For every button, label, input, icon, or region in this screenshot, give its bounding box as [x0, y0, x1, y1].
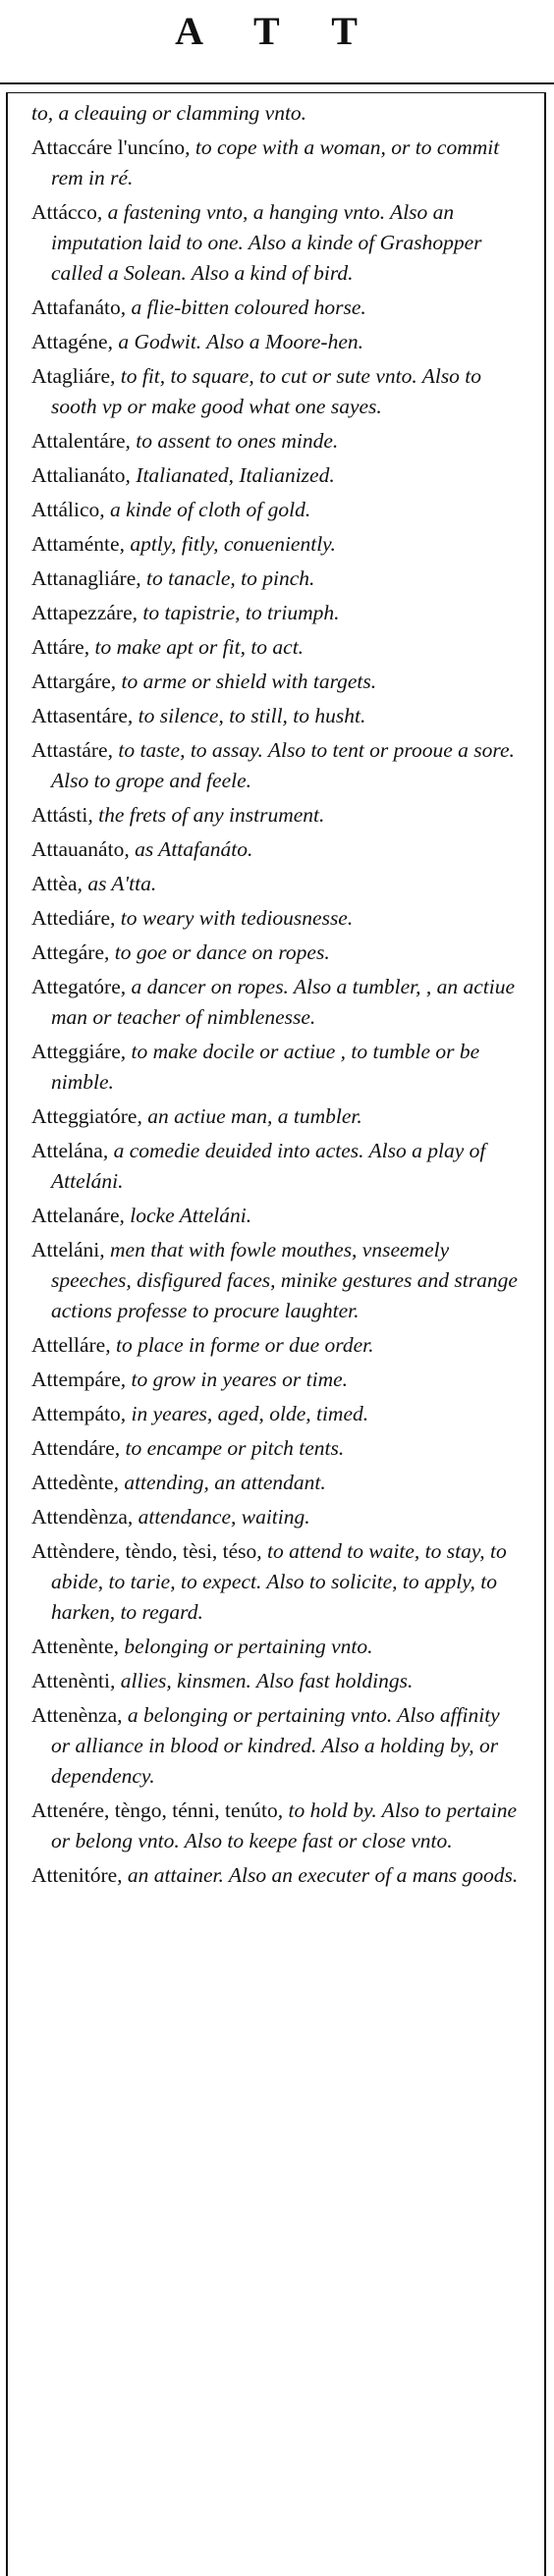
dictionary-entry — [31, 701, 523, 731]
dictionary-entry — [31, 598, 523, 628]
dictionary-entry — [31, 869, 523, 899]
entry-definition: , attending, an attendant. — [113, 1471, 326, 1494]
entry-headword: Attagéne — [31, 330, 108, 353]
entry-definition: , to tapistrie, to triumph. — [132, 601, 340, 624]
entry-definition: , to grow in yeares or time. — [120, 1368, 349, 1391]
entry-headword: Attelána — [31, 1139, 103, 1162]
entry-definition: , to make apt or fit, to act. — [83, 635, 305, 659]
entry-headword: Atteláni — [31, 1238, 100, 1261]
entry-headword: Attendáre — [31, 1436, 115, 1460]
dictionary-entry — [31, 1037, 523, 1098]
entry-headword: Attastáre — [31, 738, 108, 762]
entry-definition: , a belonging or pertaining vnto. Also affinity or alliance in blood or kindred. Also a holding by, or dependency. — [51, 1703, 500, 1788]
dictionary-entry — [31, 1860, 523, 1891]
entry-definition: , allies, kinsmen. Also fast holdings. — [110, 1669, 414, 1692]
entry-headword: Attálico — [31, 498, 100, 521]
dictionary-entry — [31, 834, 523, 865]
entry-definition: , to silence, to still, to husht. — [127, 704, 366, 727]
dictionary-entry — [31, 197, 523, 289]
entry-definition: , an actiue man, a tumbler. — [137, 1104, 362, 1128]
entry-headword: Attelláre — [31, 1333, 106, 1357]
running-header: A T T — [175, 9, 379, 53]
dictionary-entry — [31, 460, 523, 491]
entry-headword: Attaménte — [31, 532, 120, 556]
entry-headword: Attegatóre — [31, 975, 121, 998]
entry-headword: Attenènti — [31, 1669, 111, 1692]
entry-definition: , to weary with tediousnesse. — [110, 906, 354, 930]
entry-headword: Attalianáto — [31, 463, 126, 487]
entry-definition: , men that with fowle mouthes, vnseemely speeches, disfigured faces, minike gestures and strange actions professe to procure laughter. — [51, 1238, 518, 1322]
entry-definition: , to fit, to square, to cut or sute vnto. Also to sooth vp or make good what one sayes. — [51, 364, 482, 418]
dictionary-entry — [31, 1330, 523, 1361]
dictionary-entry — [31, 1502, 523, 1532]
entry-headword: Attenènte — [31, 1635, 114, 1658]
entry-headword: Atagliáre — [31, 364, 110, 388]
frame-top-rule — [6, 92, 546, 93]
entry-definition: , to make docile or actiue , to tumble or be nimble. — [51, 1040, 480, 1094]
entry-definition: , a flie-bitten coloured horse. — [120, 295, 366, 319]
dictionary-entry — [31, 735, 523, 796]
dictionary-entry — [31, 903, 523, 934]
dictionary-entry — [31, 564, 523, 594]
entry-definition: , to attend to waite, to stay, to abide, to tarie, to expect. Also to solicite, to apply, to harken, to regard. — [51, 1539, 507, 1624]
dictionary-entry — [31, 667, 523, 697]
entry-headword: Attafanáto — [31, 295, 121, 319]
dictionary-entry — [31, 327, 523, 357]
entry-headword: Attácco — [31, 200, 97, 224]
entry-definition: , a kinde of cloth of gold. — [99, 498, 311, 521]
dictionary-entry — [31, 1235, 523, 1326]
entry-definition: , to arme or shield with targets. — [110, 670, 377, 693]
entry-definition: , in yeares, aged, olde, timed. — [120, 1402, 369, 1425]
entry-headword: Attargáre — [31, 670, 111, 693]
dictionary-entry — [31, 1101, 523, 1132]
dictionary-entry — [31, 1433, 523, 1464]
dictionary-entry — [31, 426, 523, 456]
entry-definition: , a comedie deuided into actes. Also a play of Atteláni. — [51, 1139, 486, 1193]
dictionary-entry — [31, 1365, 523, 1395]
dictionary-entry — [31, 1796, 523, 1856]
entry-headword: Attèndere, tèndo, tèsi, téso — [31, 1539, 257, 1563]
entry-definition: , as A'tta. — [77, 872, 157, 895]
dictionary-entry — [31, 1399, 523, 1429]
dictionary-entry — [31, 361, 523, 422]
entry-headword: Attenènza — [31, 1703, 118, 1727]
entry-headword: Attauanáto — [31, 837, 125, 861]
entry-definition: , the frets of any instrument. — [87, 803, 325, 827]
entry-definition: , a fastening vnto, a hanging vnto. Also an imputation laid to one. Also a kinde of Grashopper called a Solean. Also a kind of bird. — [51, 200, 482, 285]
entry-headword: Attèa — [31, 872, 78, 895]
entry-definition: , to tanacle, to pinch. — [136, 566, 315, 590]
dictionary-column — [31, 98, 523, 1895]
dictionary-entry — [31, 1700, 523, 1792]
dictionary-entry — [31, 1136, 523, 1197]
entry-definition: , a dancer on ropes. Also a tumbler, , an actiue man or teacher of nimblenesse. — [51, 975, 516, 1029]
entry-headword: Attelanáre — [31, 1204, 120, 1227]
entry-headword: Attediáre — [31, 906, 110, 930]
entry-definition: , to hold by. Also to pertaine or belong vnto. Also to keepe fast or close vnto. — [51, 1798, 518, 1852]
dictionary-entry — [31, 1632, 523, 1662]
dictionary-entry — [31, 800, 523, 831]
frame-left-rule — [6, 92, 8, 2576]
entry-headword: Attempáre — [31, 1368, 121, 1391]
entry-headword: Attenitóre — [31, 1863, 118, 1887]
dictionary-entry — [31, 1468, 523, 1498]
entry-headword: Attedènte — [31, 1471, 114, 1494]
entry-definition: , a Godwit. Also a Moore-hen. — [107, 330, 363, 353]
entry-headword: Attasentáre — [31, 704, 128, 727]
entry-headword: Attanagliáre — [31, 566, 137, 590]
dictionary-entry — [31, 495, 523, 525]
entry-headword: Attendènza — [31, 1505, 128, 1529]
entry-headword: Attáre — [31, 635, 84, 659]
entry-headword: Attapezzáre — [31, 601, 133, 624]
entry-headword: Attenére, tèngo, ténni, tenúto — [31, 1798, 278, 1822]
frame-right-rule — [544, 92, 546, 2576]
entry-definition: , to encampe or pitch tents. — [114, 1436, 345, 1460]
dictionary-entry — [31, 938, 523, 968]
dictionary-entry — [31, 1536, 523, 1628]
dictionary-entry — [31, 972, 523, 1033]
dictionary-entry — [31, 632, 523, 663]
entry-headword: Atteggiatóre — [31, 1104, 138, 1128]
header-rule — [0, 82, 554, 84]
entry-headword: Attalentáre — [31, 429, 126, 453]
entry-headword: Attempáto — [31, 1402, 121, 1425]
entry-definition: , belonging or pertaining vnto. — [113, 1635, 373, 1658]
dictionary-entry — [31, 133, 523, 193]
dictionary-entry — [31, 293, 523, 323]
entry-definition: , as Attafanáto. — [124, 837, 253, 861]
dictionary-entry — [31, 1666, 523, 1696]
entry-definition: , locke Atteláni. — [119, 1204, 252, 1227]
entry-headword: Attásti — [31, 803, 88, 827]
entry-definition: to, a cleauing or clamming vnto. — [31, 101, 307, 125]
entry-headword: Attaccáre l'uncíno — [31, 135, 186, 159]
entry-definition: , to taste, to assay. Also to tent or prooue a sore. Also to grope and feele. — [51, 738, 515, 792]
dictionary-entry — [31, 1201, 523, 1231]
entry-definition: , Italianated, Italianized. — [125, 463, 335, 487]
entry-definition: , an attainer. Also an executer of a mans goods. — [117, 1863, 519, 1887]
entry-definition: , to goe or dance on ropes. — [104, 940, 330, 964]
entry-definition: , to cope with a woman, or to commit rem in ré. — [51, 135, 500, 189]
entry-definition: , aptly, fitly, conueniently. — [119, 532, 336, 556]
dictionary-entry — [31, 98, 523, 129]
entry-definition: , to assent to ones minde. — [125, 429, 339, 453]
entry-definition: , to place in forme or due order. — [105, 1333, 374, 1357]
entry-headword: Attegáre — [31, 940, 105, 964]
entry-definition: , attendance, waiting. — [127, 1505, 310, 1529]
dictionary-entry — [31, 529, 523, 560]
entry-headword: Atteggiáre — [31, 1040, 121, 1063]
